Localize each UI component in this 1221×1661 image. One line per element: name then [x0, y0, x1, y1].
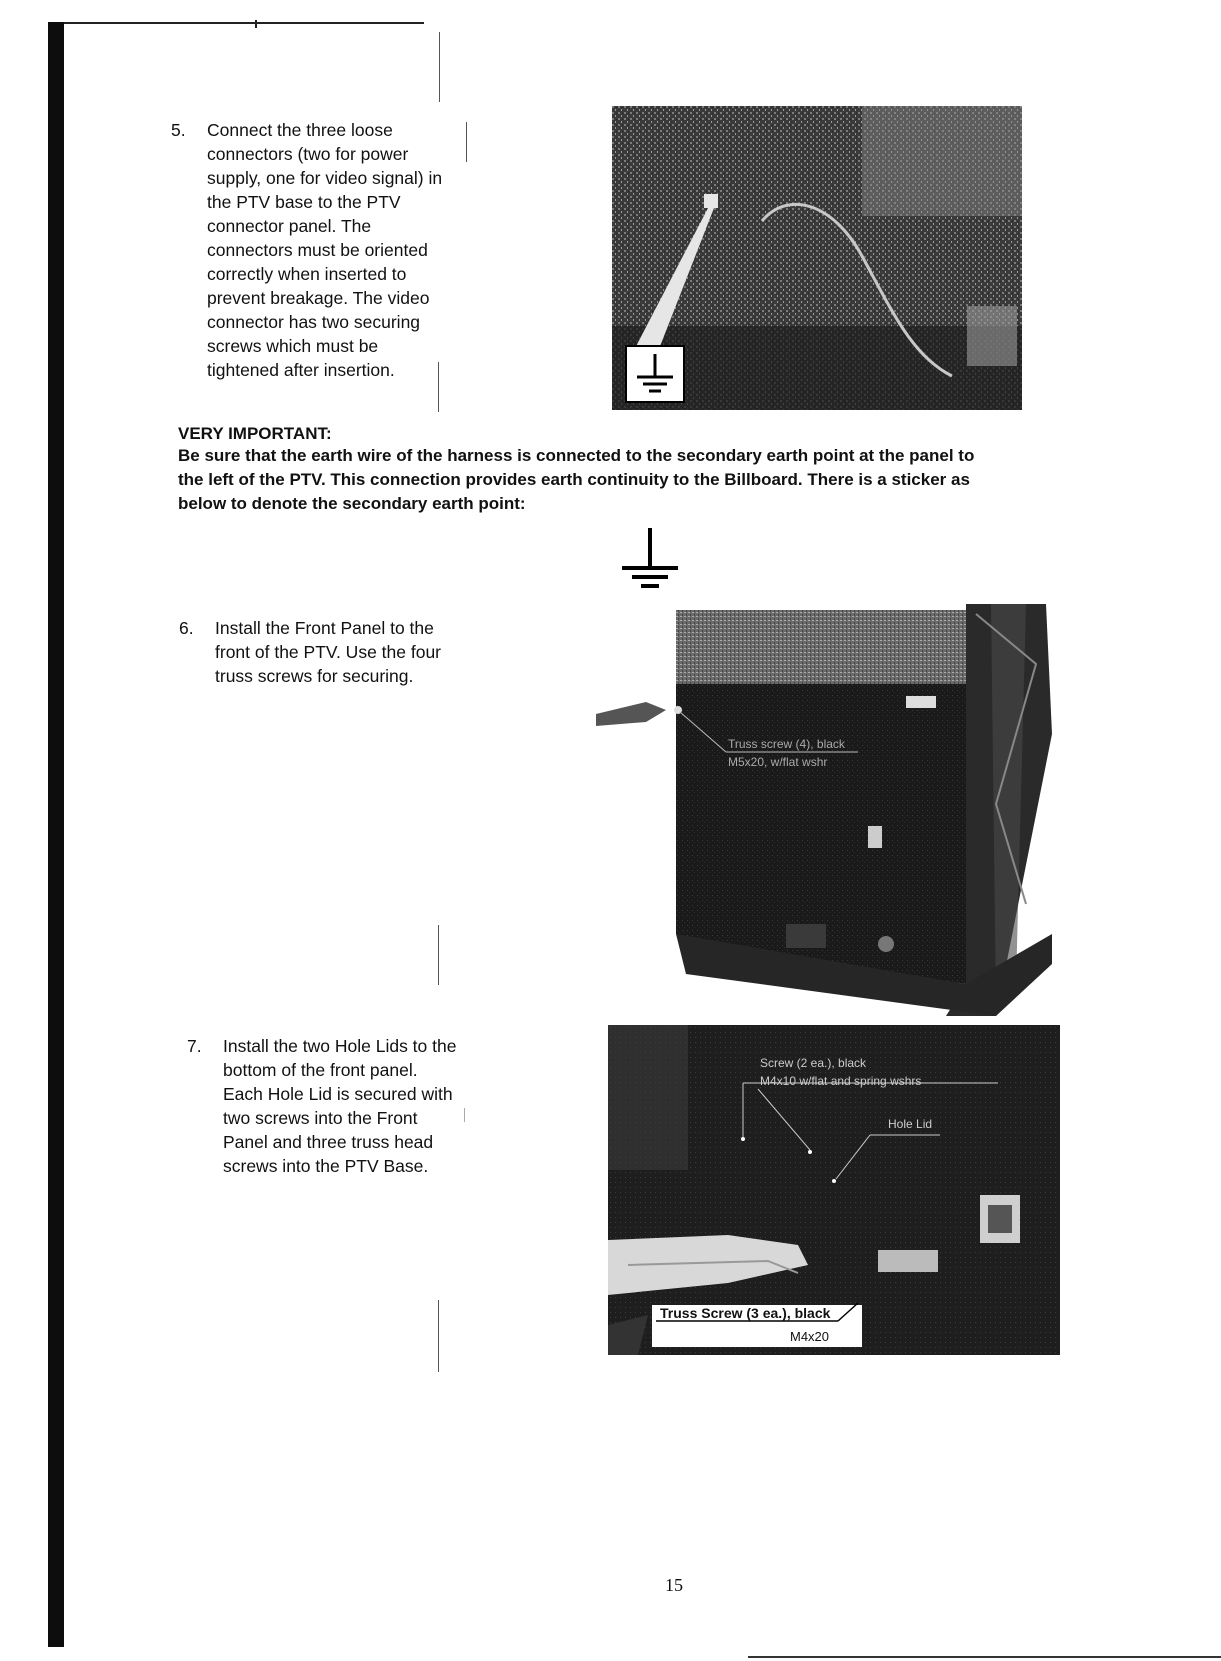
scan-artifact-line	[439, 32, 440, 102]
important-text	[178, 444, 1138, 516]
step-line: connectors must be oriented	[207, 240, 428, 260]
scan-mark	[255, 20, 257, 28]
important-heading: VERY IMPORTANT:	[178, 424, 332, 443]
step-line: Connect the three loose	[207, 120, 393, 140]
scan-border-bottom	[748, 1656, 1221, 1658]
step-line: the PTV base to the PTV	[207, 192, 401, 212]
step-line: Install the Front Panel to the	[215, 618, 434, 638]
connector-panel-photo	[612, 106, 1022, 410]
step-number: 5.	[171, 120, 186, 140]
step-text	[215, 616, 441, 688]
scan-artifact-line	[438, 1300, 439, 1372]
step-line: screws into the PTV Base.	[223, 1156, 429, 1176]
important-line: the left of the PTV. This connection provides earth continuity to the Billboard. There is a sticker as	[178, 470, 970, 489]
hole-lid-photo	[608, 1025, 1060, 1355]
step-line: two screws into the Front	[223, 1108, 418, 1128]
step-line: connector panel. The	[207, 216, 372, 236]
screw-label: Screw (2 ea.), black	[760, 1056, 867, 1070]
screw-spec-label: M4x10 w/flat and spring wshrs	[760, 1074, 922, 1088]
step-line: Panel and three truss head	[223, 1132, 434, 1152]
step-line: tightened after insertion.	[207, 360, 395, 380]
step-line: Install the two Hole Lids to the	[223, 1036, 457, 1056]
step-number: 6.	[179, 618, 194, 638]
step-5	[171, 118, 491, 388]
step-line: connector has two securing	[207, 312, 421, 332]
earth-ground-icon	[620, 526, 680, 603]
step-7	[187, 1034, 507, 1194]
important-line: Be sure that the earth wire of the harness is connected to the secondary earth point at the panel to	[178, 446, 975, 465]
step-line: Each Hole Lid is secured with	[223, 1084, 453, 1104]
step-line: prevent breakage. The video	[207, 288, 430, 308]
step-line: supply, one for video signal) in	[207, 168, 443, 188]
step-line: front of the PTV. Use the four	[215, 642, 442, 662]
truss-screw-label: Truss screw (4), black	[728, 737, 845, 751]
step-text	[223, 1034, 456, 1178]
page-number: 15	[665, 1575, 683, 1595]
step-line: truss screws for securing.	[215, 666, 414, 686]
step-text	[207, 118, 442, 382]
step-number: 7.	[187, 1036, 202, 1056]
scan-border-left	[48, 22, 64, 1647]
step-line: screws which must be	[207, 336, 379, 356]
hole-lid-label: Hole Lid	[888, 1117, 933, 1131]
important-line: below to denote the secondary earth point:	[178, 494, 526, 513]
step-line: bottom of the front panel.	[223, 1060, 418, 1080]
step-line: correctly when inserted to	[207, 264, 407, 284]
scan-artifact-line	[438, 925, 439, 985]
scan-border-top	[64, 22, 424, 24]
truss-screw-label: Truss Screw (3 ea.), black	[660, 1305, 831, 1321]
truss-spec-label: M5x20, w/flat wshr	[728, 755, 828, 769]
step-line: connectors (two for power	[207, 144, 409, 164]
front-panel-photo	[596, 604, 1052, 1020]
step-6	[179, 616, 499, 696]
truss-spec-label: M4x20	[790, 1329, 830, 1344]
